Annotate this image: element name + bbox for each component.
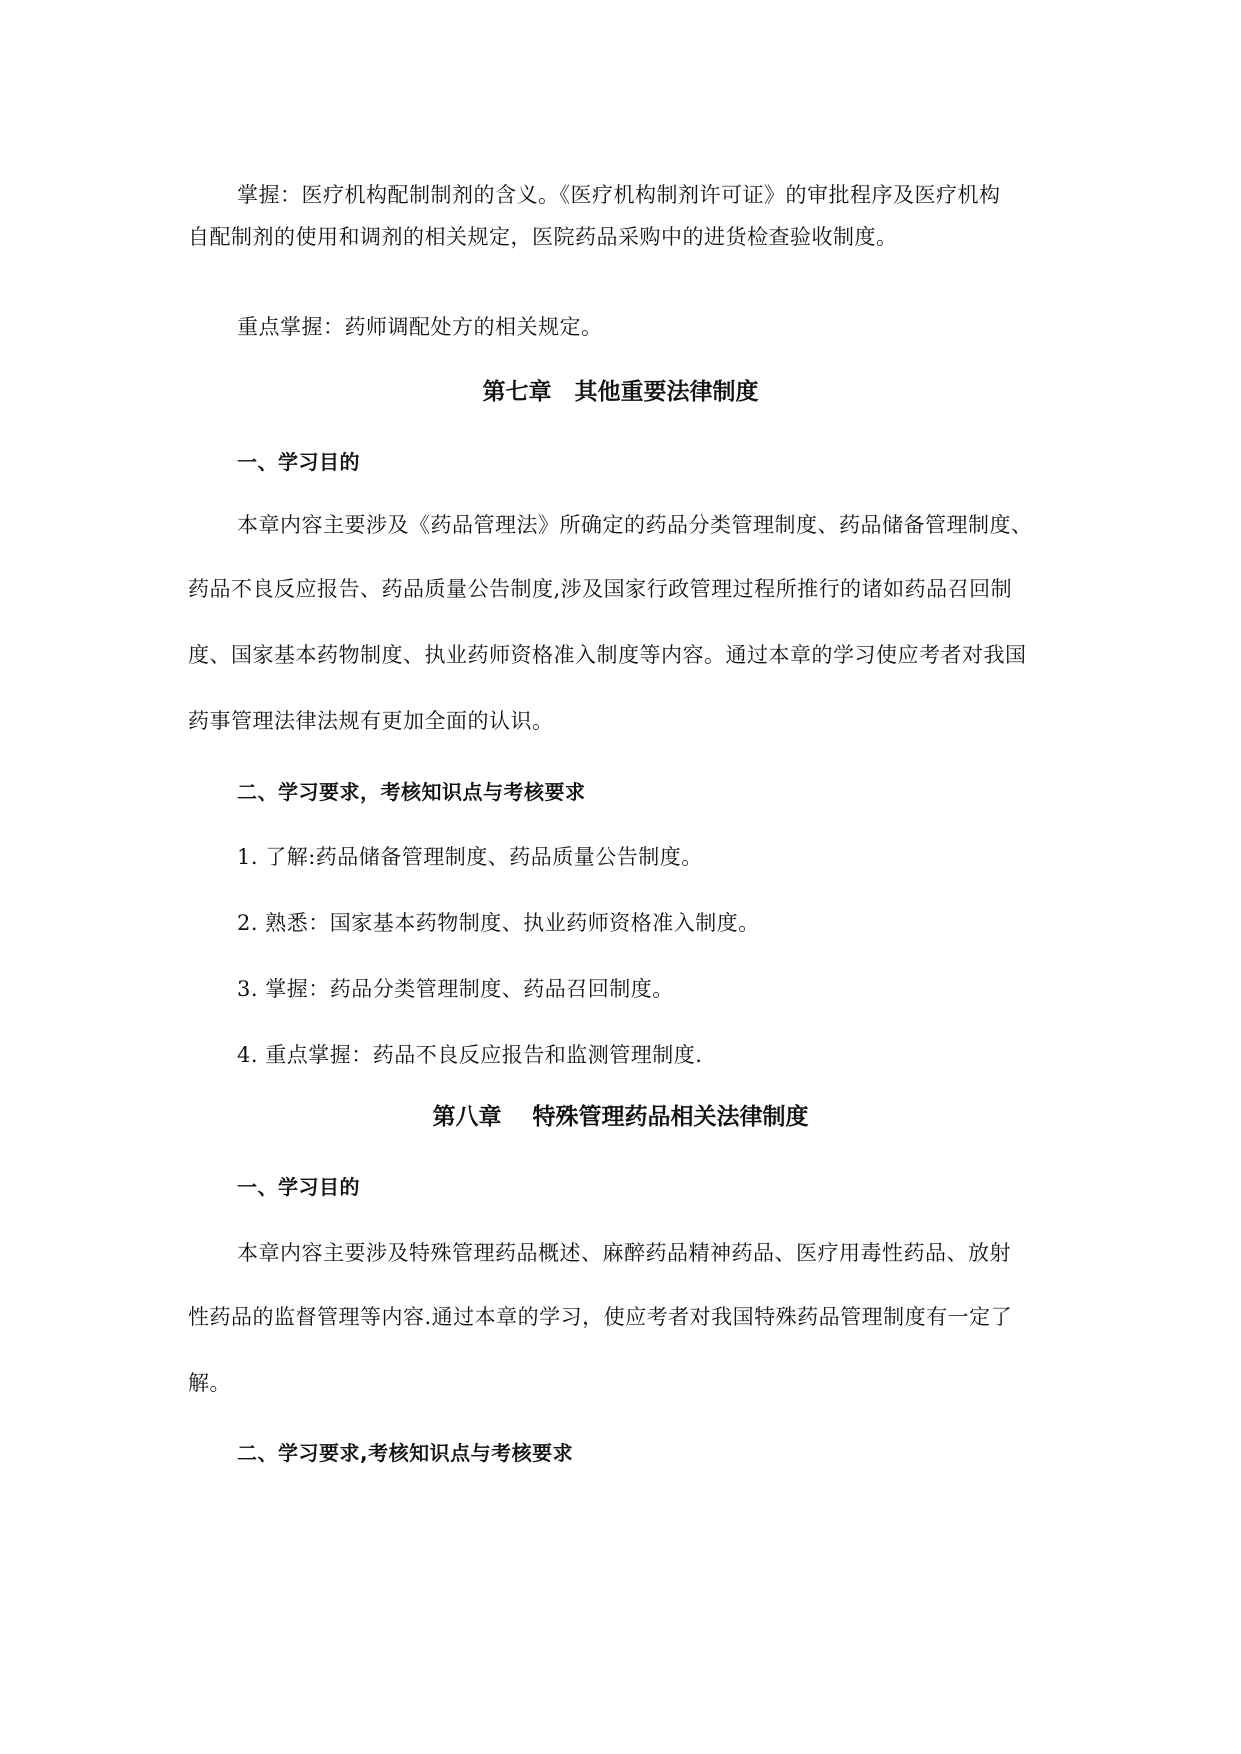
ch7-paragraph-line-1: 本章内容主要涉及《药品管理法》所确定的药品分类管理制度、药品储备管理制度、 <box>237 513 1033 537</box>
ch7-item-4: 4. 重点掌握：药品不良反应报告和监测管理制度. <box>237 1043 703 1067</box>
ch8-paragraph-line-3: 解。 <box>188 1371 231 1395</box>
intro-line-3: 重点掌握：药师调配处方的相关规定。 <box>237 315 603 339</box>
ch7-item-1: 1. 了解:药品储备管理制度、药品质量公告制度。 <box>237 845 703 869</box>
chapter-7-title: 第七章 其他重要法律制度 <box>482 379 759 405</box>
intro-line-2: 自配制剂的使用和调剂的相关规定，医院药品采购中的进货检查验收制度。 <box>188 225 898 249</box>
ch7-paragraph-line-4: 药事管理法律法规有更加全面的认识。 <box>188 709 554 733</box>
ch7-item-2: 2. 熟悉：国家基本药物制度、执业药师资格准入制度。 <box>237 911 760 935</box>
ch8-paragraph-line-2: 性药品的监督管理等内容.通过本章的学习，使应考者对我国特殊药品管理制度有一定了 <box>188 1305 1013 1329</box>
ch7-item-3: 3. 掌握：药品分类管理制度、药品召回制度。 <box>237 977 674 1001</box>
ch8-section-2-heading: 二、学习要求,考核知识点与考核要求 <box>237 1441 574 1465</box>
ch7-paragraph-line-3: 度、国家基本药物制度、执业药师资格准入制度等内容。通过本章的学习使应考者对我国 <box>188 643 1027 667</box>
ch8-paragraph-line-1: 本章内容主要涉及特殊管理药品概述、麻醉药品精神药品、医疗用毒性药品、放射 <box>237 1241 1011 1265</box>
ch7-section-1-heading: 一、学习目的 <box>237 450 360 474</box>
ch7-section-2-heading: 二、学习要求，考核知识点与考核要求 <box>237 780 586 804</box>
intro-line-1: 掌握：医疗机构配制制剂的含义。《医疗机构制剂许可证》的审批程序及医疗机构 <box>237 183 1001 207</box>
ch8-section-1-heading: 一、学习目的 <box>237 1175 360 1199</box>
chapter-8-title: 第八章 特殊管理药品相关法律制度 <box>432 1104 809 1130</box>
ch7-paragraph-line-2: 药品不良反应报告、药品质量公告制度,涉及国家行政管理过程所推行的诸如药品召回制 <box>188 577 1013 601</box>
